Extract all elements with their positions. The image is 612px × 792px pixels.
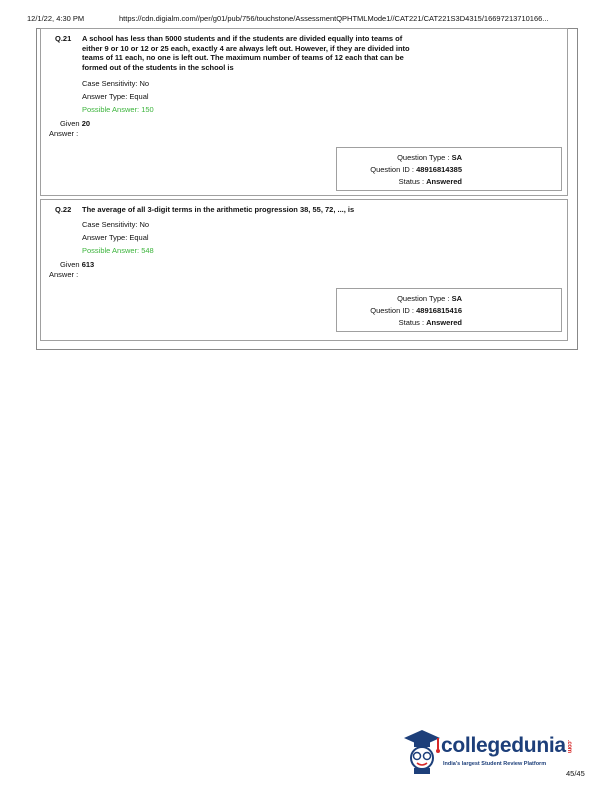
question-type-value: SA [451, 153, 462, 162]
question-type-label: Question Type : [397, 153, 450, 162]
status-label: Status : [398, 318, 425, 327]
question-type-value: SA [451, 294, 462, 303]
given-label: Given [60, 119, 80, 128]
print-url: https://cdn.digialm.com//per/g01/pub/756/touchstone/AssessmentQPHTMLMode1//CAT221/CAT221S3D4315/16697213710166... [119, 14, 549, 23]
case-sensitivity: Case Sensitivity: No [82, 79, 150, 88]
question-text: A school has less than 5000 students and if the students are divided equally into teams of either 9 or 10 or 12 or 25 each, exactly 4 are always left out. However, if they are divided into teams of 11 each, no one is left out. The maximum number of teams of 12 each that can be formed out of the students in the school is [82, 34, 410, 72]
answer-label: Answer : [49, 129, 79, 138]
possible-answer: Possible Answer: 548 [82, 246, 154, 255]
given-label: Given [60, 260, 80, 269]
answer-label: Answer : [49, 270, 79, 279]
question-number: Q.22 [55, 205, 72, 214]
brand-tagline: India's largest Student Review Platform [443, 761, 547, 767]
given-answer [60, 260, 94, 269]
question-type-row [337, 294, 462, 303]
question-id-label: Question ID : [370, 306, 415, 315]
question-card [40, 199, 568, 341]
question-id-row [337, 165, 462, 174]
status-row [337, 318, 462, 327]
case-sensitivity: Case Sensitivity: No [82, 220, 150, 229]
possible-answer: Possible Answer: 150 [82, 105, 154, 114]
page-number: 45/45 [566, 769, 585, 778]
brand-suffix: .com [565, 740, 572, 753]
status-row [337, 177, 462, 186]
question-number: Q.21 [55, 34, 72, 43]
print-datetime: 12/1/22, 4:30 PM [27, 14, 85, 23]
given-value: 613 [81, 260, 95, 269]
question-id-value: 48916815416 [416, 306, 462, 315]
status-label: Status : [398, 177, 425, 186]
status-value: Answered [426, 177, 462, 186]
question-card [40, 28, 568, 196]
question-type-label: Question Type : [397, 294, 450, 303]
status-value: Answered [426, 318, 462, 327]
brand-name-text: collegedunia [441, 734, 566, 757]
question-text: The average of all 3-digit terms in the arithmetic progression 38, 55, 72, ..., is [82, 205, 355, 214]
given-answer [60, 119, 90, 128]
question-id-value: 48916814385 [416, 165, 462, 174]
question-info-box [336, 288, 562, 332]
question-info-box [336, 147, 562, 191]
question-type-row [337, 153, 462, 162]
brand-name [441, 734, 572, 758]
answer-type: Answer Type: Equal [82, 233, 149, 242]
answer-type: Answer Type: Equal [82, 92, 149, 101]
given-value: 20 [81, 119, 91, 128]
question-id-row [337, 306, 462, 315]
question-id-label: Question ID : [370, 165, 415, 174]
